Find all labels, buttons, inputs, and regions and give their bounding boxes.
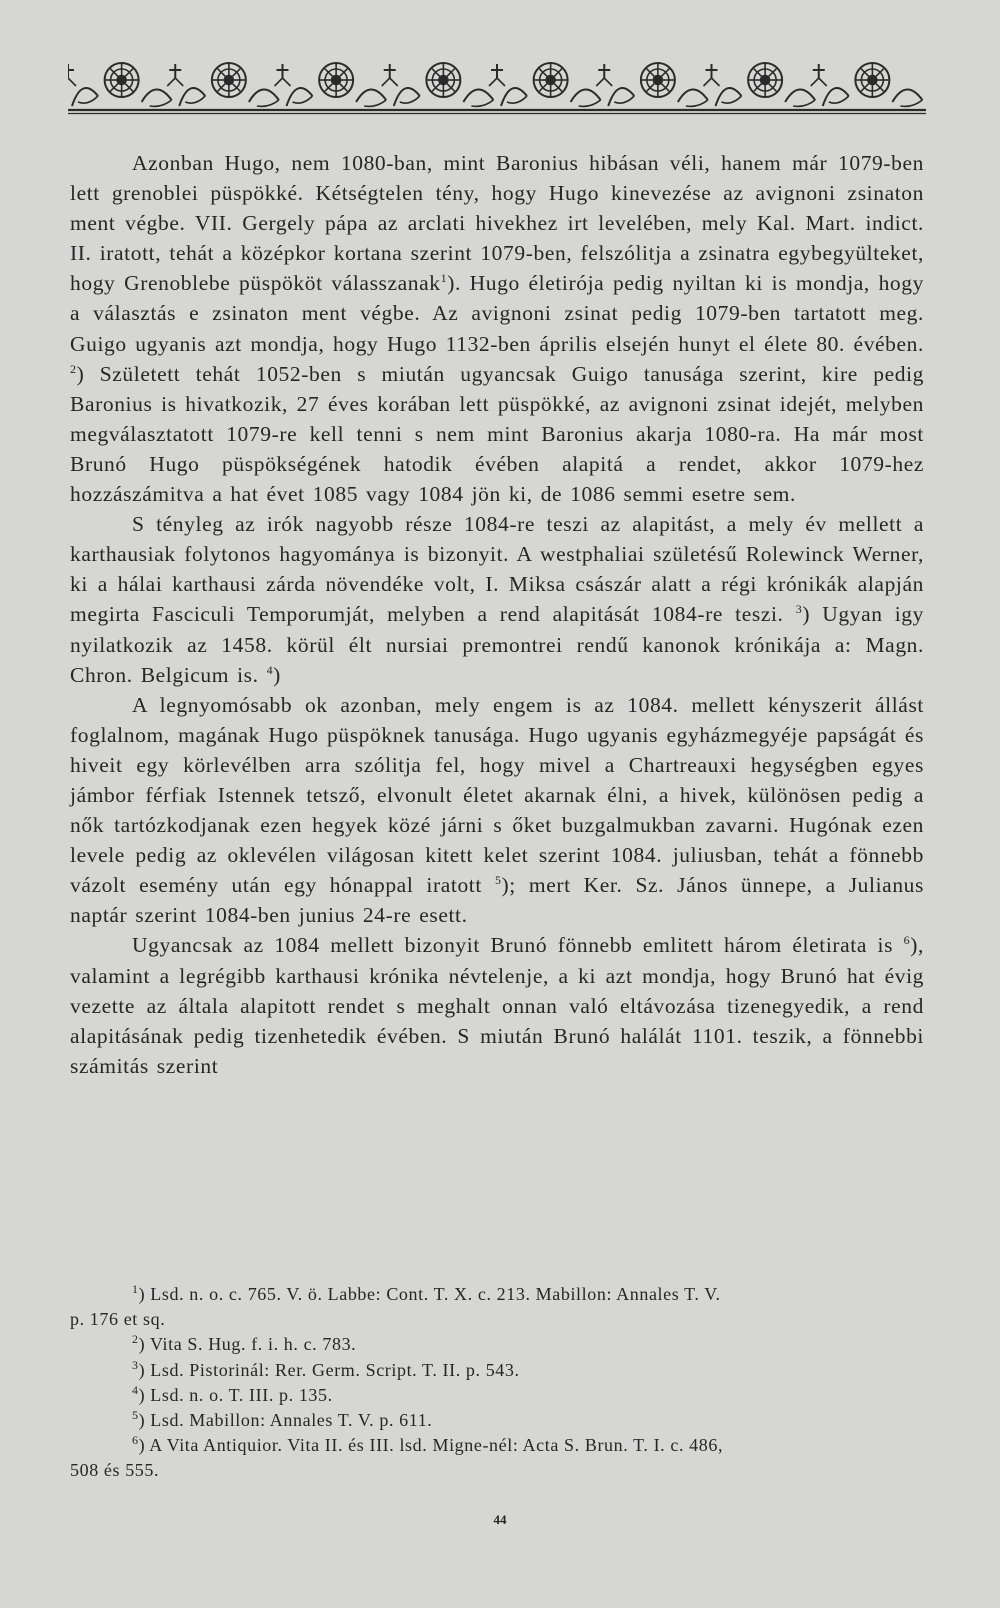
paragraph-text: Azonban Hugo, nem 1080-ban, mint Baronius hibásan véli, hanem már 1079-ben lett grenoblei püspökké. Kétségtelen tény, hogy Hugo kinevezése az avignoni zsinaton ment végbe. VII. Gergely pápa az arclati hivekhez irt levelében, mely Kal. Mart. indict. II. iratott, tehát a középkor kortana szerint 1079-ben, felszólitja a zsinatra egybegyülteket, hogy Grenoblebe püspököt válasszanak (70, 151, 924, 296)
footnote-continuation: 508 és 555. (70, 1460, 160, 1481)
footnote-line (70, 1332, 924, 1357)
paragraph-text: ), valamint a legrégibb karthausi krónika névtelenje, a ki azt mondja, hogy Brunó hat évig vezette az általa alapitott rendet s meghalt onnan való eltávozása tizenegyedik, a rend alapitásának pedig tizenhetedik évében. S miután Brunó halálát 1101. teszik, a fönnebbi számitás szerint (70, 933, 924, 1078)
footnote-text: ) Lsd. Pistorinál: Rer. Germ. Script. T. II. p. 543. (138, 1359, 520, 1380)
footnote-text: ) Lsd. Mabillon: Annales T. V. p. 611. (138, 1410, 433, 1431)
footnote-number: 1 (132, 1282, 139, 1296)
paragraph-text: ). Hugo életirója pedig nyiltan ki is mondja, hogy a választás e zsinaton ment végbe. Az avignoni zsinat pedig 1079-ben tartatott meg. Guigo ugyanis azt mondja, hogy Hugo 1132-ben április elsején hunyt el élete 80. évében. (70, 271, 924, 356)
footnote-continuation: p. 176 et sq. (70, 1309, 166, 1330)
footnote-number: 5 (132, 1408, 139, 1423)
footnote-line (70, 1433, 924, 1458)
footnotes (70, 1282, 924, 1484)
paragraph (70, 148, 924, 509)
footnote-number: 3 (132, 1357, 139, 1372)
footnote-line (70, 1282, 924, 1307)
footnote-text: ) A Vita Antiquior. Vita II. és III. lsd. Migne-nél: Acta S. Brun. T. I. c. 486, (138, 1435, 724, 1456)
footnote (70, 1358, 924, 1383)
page-number: 44 (493, 1512, 507, 1527)
paragraph-text: Ugyancsak az 1084 mellett bizonyit Brunó fönnebb emlitett három életirata is (132, 933, 904, 958)
footnote-number: 4 (132, 1382, 139, 1397)
footnote-marker: 4 (266, 662, 274, 677)
footnote-line (70, 1408, 924, 1433)
paragraph (70, 509, 924, 690)
paragraph-text: ) (273, 662, 281, 687)
paragraph (70, 930, 924, 1080)
paragraph-text: ) Született tehát 1052-ben s miután ugyancsak Guigo tanusága szerint, kire pedig Baronius is hivatkozik, 27 éves korában lett püspökké, az avignoni zsinat idejét, melyben megválasztatott 1079-re kell tenni s nem mint Baronius akarja 1080-ra. Ha már most Brunó Hugo püspökségének hatodik évében alapitá a rendet, akkor 1079-hez hozzászámitva a hat évet 1085 vagy 1084 jön ki, de 1086 semmi esetre sem. (70, 361, 924, 507)
footnote-marker: 2 (70, 361, 77, 376)
main-text (70, 148, 924, 1081)
footnote-marker: 1 (440, 271, 448, 286)
paragraph-text: A legnyomósabb ok azonban, mely engem is az 1084. mellett kényszerit állást foglalnom, magának Hugo püspöknek tanusága. Hugo ugyanis egyházmegyéje papságát és hiveit egy körlevélben arra szólitja fel, hogy mivel a Chartreauxi hegységben egyes jámbor férfiak Istennek tetsző, elvonult életet akarnak élni, a hivek, különösen pedig a nők tartózkodjanak ezen hegyek közé járni s őket buzgalmukban zavarni. Hugónak ezen levele pedig az oklevélen világosan kitett kelet szerint 1084. juliusban, tehát a fönnebb vázolt esemény után egy hónappal iratott (70, 692, 924, 898)
paragraph-text: ); mert Ker. Sz. János ünnepe, a Julianus naptár szerint 1084-ben junius 24-re esett. (70, 873, 924, 928)
footnote (70, 1282, 924, 1332)
footnote-text: ) Lsd. n. o. T. III. p. 135. (138, 1384, 333, 1405)
paragraph (70, 690, 924, 931)
footnote-line (70, 1383, 924, 1408)
footnote-number: 6 (132, 1433, 139, 1448)
footnote-text: ) Lsd. n. o. c. 765. V. ö. Labbe: Cont. T. X. c. 213. Mabillon: Annales T. V. (138, 1284, 721, 1304)
footnote-marker: 6 (903, 933, 911, 948)
footnote-line (70, 1358, 924, 1383)
footnote-number: 2 (132, 1332, 139, 1347)
footnote (70, 1408, 924, 1433)
rosette-border-icon (68, 56, 926, 116)
footnote-text: ) Vita S. Hug. f. i. h. c. 783. (138, 1334, 357, 1355)
paragraph-text: ) Ugyan igy nyilatkozik az 1458. körül élt nursiai premontrei rendű kanonok krónikája a: Magn. Chron. Belgicum is. (70, 602, 924, 687)
footnote (70, 1332, 924, 1357)
footnote (70, 1383, 924, 1408)
footnote (70, 1433, 924, 1483)
footnote-marker: 5 (494, 873, 502, 888)
footnote-marker: 3 (795, 602, 803, 617)
paragraph-text: S tényleg az irók nagyobb része 1084-re teszi az alapitást, a mely év mellett a karthausiak folytonos hagyománya is bizonyit. A westphaliai születésű Rolewinck Werner, ki a hálai karthausi zárda növendéke volt, I. Miksa császár alatt a régi krónikák alapján megirta Fasciculi Temporumját, melyben a rend alapitását 1084-re teszi. (70, 512, 924, 627)
